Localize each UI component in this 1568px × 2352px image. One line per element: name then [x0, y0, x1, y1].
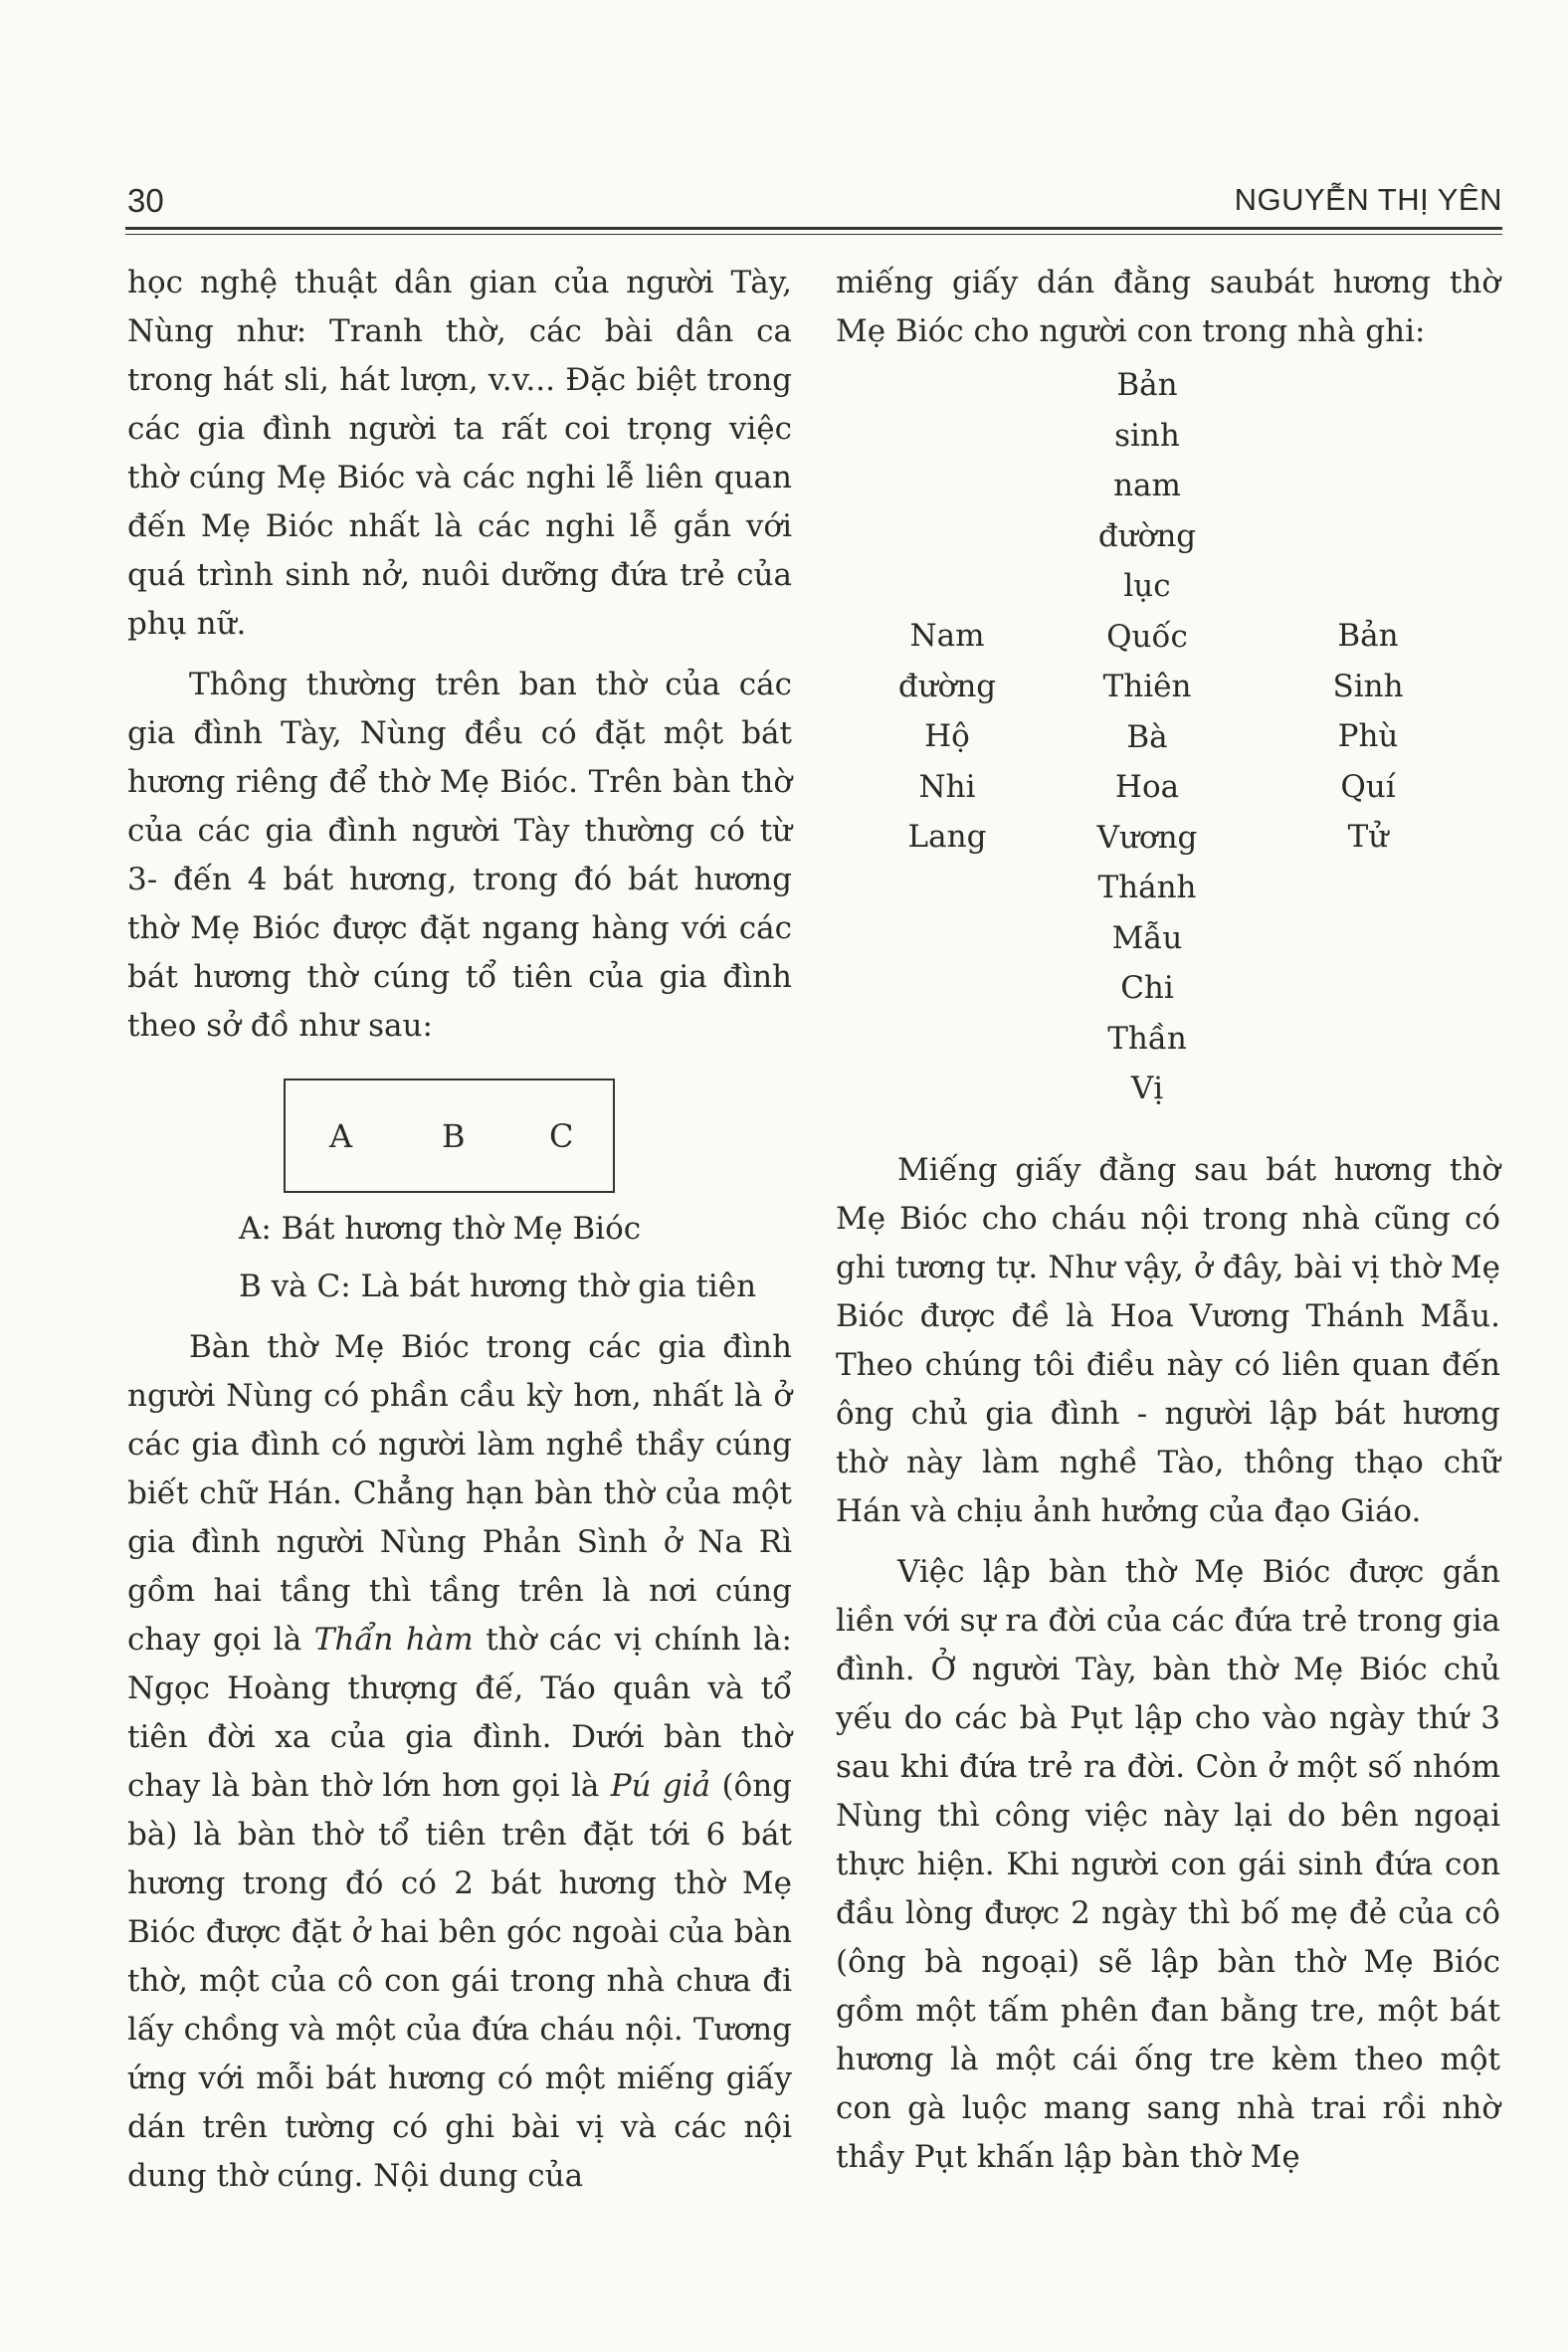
inscription-word: lục — [1123, 568, 1171, 604]
header-rule-thick — [125, 227, 1502, 230]
inscription-word: Hoa — [1114, 769, 1180, 805]
inscription-word: Thiên — [1102, 669, 1192, 704]
diagram-label-a: A — [329, 1117, 353, 1155]
inscription-word: nam — [1113, 468, 1181, 503]
paragraph: Việc lập bàn thờ Mẹ Bióc được gắn liền với sự ra đời của các đứa trẻ trong gia đình. Ở người Tày, bàn thờ Mẹ Bióc chủ yếu do các bà Pụt lập cho vào ngày thứ 3 sau khi đứa trẻ ra đời. Còn ở một số nhóm Nùng thì công việc này lại do bên ngoại thực hiện. Khi người con gái sinh đứa con đầu lòng được 2 ngày thì bố mẹ đẻ của cô (ông bà ngoại) sẽ lập bàn thờ Mẹ Bióc gồm một tấm phên đan bằng tre, một bát hương là một cái ống tre kèm theo một con gà luộc mang sang nhà trai rồi nhờ thầy Pụt khấn lập bàn thờ Mẹ — [836, 1554, 1501, 2175]
right-column — [836, 259, 1500, 2182]
diagram-caption-a: A: Bát hương thờ Mẹ Bióc — [239, 1211, 642, 1247]
inscription-word: Lang — [907, 819, 987, 855]
running-title: NGUYỄN THỊ YÊN — [1234, 182, 1502, 217]
inscription-word: Nhi — [918, 768, 976, 805]
paragraph: Thông thường trên ban thờ của các gia đình Tày, Nùng đều có đặt một bát hương riêng để thờ Mẹ Bióc. Trên bàn thờ của các gia đình người Tày thường có từ 3- đến 4 bát hương, trong đó bát hương thờ Mẹ Bióc được đặt ngang hàng với các bát hương thờ cúng tổ tiên của gia đình theo sở đồ như sau: — [127, 667, 792, 1044]
inscription-word: Bản — [1337, 618, 1399, 654]
altar-diagram-box — [284, 1078, 615, 1193]
inscription-word: Tử — [1347, 819, 1389, 855]
inscription-middle-column — [1087, 360, 1207, 1114]
diagram-label-b: B — [442, 1117, 466, 1155]
inscription-word: Mẫu — [1111, 919, 1183, 956]
text-run: (ông bà) là bàn thờ tổ tiên trên đặt tới 6 bát hương trong đó có 2 bát hương thờ Mẹ Bióc được đặt ở hai bên góc ngoài của bàn thờ, một của cô con gái trong nhà chưa đi lấy chồng và một của đứa cháu nội. Tương ứng với mỗi bát hương có một miếng giấy dán trên tường có ghi bài vị và các nội dung thờ cúng. Nội dung của — [127, 1768, 793, 2194]
inscription-word: Bà — [1126, 718, 1168, 755]
page-number: 30 — [127, 182, 164, 219]
inscription-word: sinh — [1114, 417, 1180, 454]
inscription-word: Quốc — [1106, 618, 1188, 655]
italic-term: Thẩn hàm — [313, 1622, 474, 1658]
diagram-label-c: C — [549, 1117, 574, 1155]
vertical-inscription — [836, 360, 1500, 1146]
paragraph: học nghệ thuật dân gian của người Tày, Nùng như: Tranh thờ, các bài dân ca trong hát sli, hát lượn, v.v... Đặc biệt trong các gia đình người ta rất coi trọng việc thờ cúng Mẹ Bióc và các nghi lễ liên quan đến Mẹ Bióc nhất là các nghi lễ gắn với quá trình sinh nở, nuôi dưỡng đứa trẻ của phụ nữ. — [127, 265, 792, 642]
inscription-word: Phù — [1337, 718, 1399, 754]
inscription-word: Thánh — [1097, 870, 1197, 905]
inscription-word: Vị — [1130, 1071, 1164, 1106]
inscription-left-column — [887, 611, 1007, 863]
inscription-word: Quí — [1340, 768, 1396, 805]
inscription-word: Bản — [1116, 367, 1178, 403]
inscription-word: Vương — [1096, 819, 1198, 856]
text-run: Bàn thờ Mẹ Bióc trong các gia đình người Nùng có phần cầu kỳ hơn, nhất là ở các gia đình có người làm nghề thầy cúng biết chữ Hán. Chẳng hạn bàn thờ của một gia đình người Nùng Phản Sình ở Na Rì gồm hai tầng thì tầng trên là nơi cúng chay gọi là — [127, 1329, 792, 1658]
left-column — [127, 259, 792, 2201]
paragraph — [127, 1323, 792, 2201]
diagram-caption-bc: B và C: Là bát hương thờ gia tiên — [239, 1269, 757, 1304]
inscription-word: Hộ — [924, 718, 970, 754]
inscription-word: Chi — [1120, 970, 1174, 1006]
inscription-word: Nam — [909, 618, 985, 654]
header-rule-thin — [125, 234, 1502, 235]
paragraph: Miếng giấy đằng sau bát hương thờ Mẹ Bióc cho cháu nội trong nhà cũng có ghi tương tự. Như vậy, ở đây, bài vị thờ Mẹ Bióc được đề là Hoa Vương Thánh Mẫu. Theo chúng tôi điều này có liên quan đến ông chủ gia đình - người lập bát hương thờ này làm nghề Tào, thông thạo chữ Hán và chịu ảnh hưởng của đạo Giáo. — [836, 1152, 1500, 1529]
inscription-word: Sinh — [1332, 668, 1404, 704]
inscription-right-column — [1308, 611, 1428, 863]
inscription-word: đường — [1097, 517, 1197, 554]
italic-term: Pú giả — [610, 1768, 711, 1804]
text-run: thờ các vị chính là: Ngọc Hoàng thượng đế, Táo quân và tổ tiên đời xa của gia đình. Dưới bàn thờ chay là bàn thờ lớn hơn gọi là — [127, 1622, 792, 1804]
page-header — [125, 182, 1502, 222]
inscription-word: đường — [897, 668, 997, 704]
paragraph: miếng giấy dán đằng saubát hương thờ Mẹ Bióc cho người con trong nhà ghi: — [836, 265, 1500, 349]
inscription-word: Thần — [1107, 1020, 1187, 1057]
